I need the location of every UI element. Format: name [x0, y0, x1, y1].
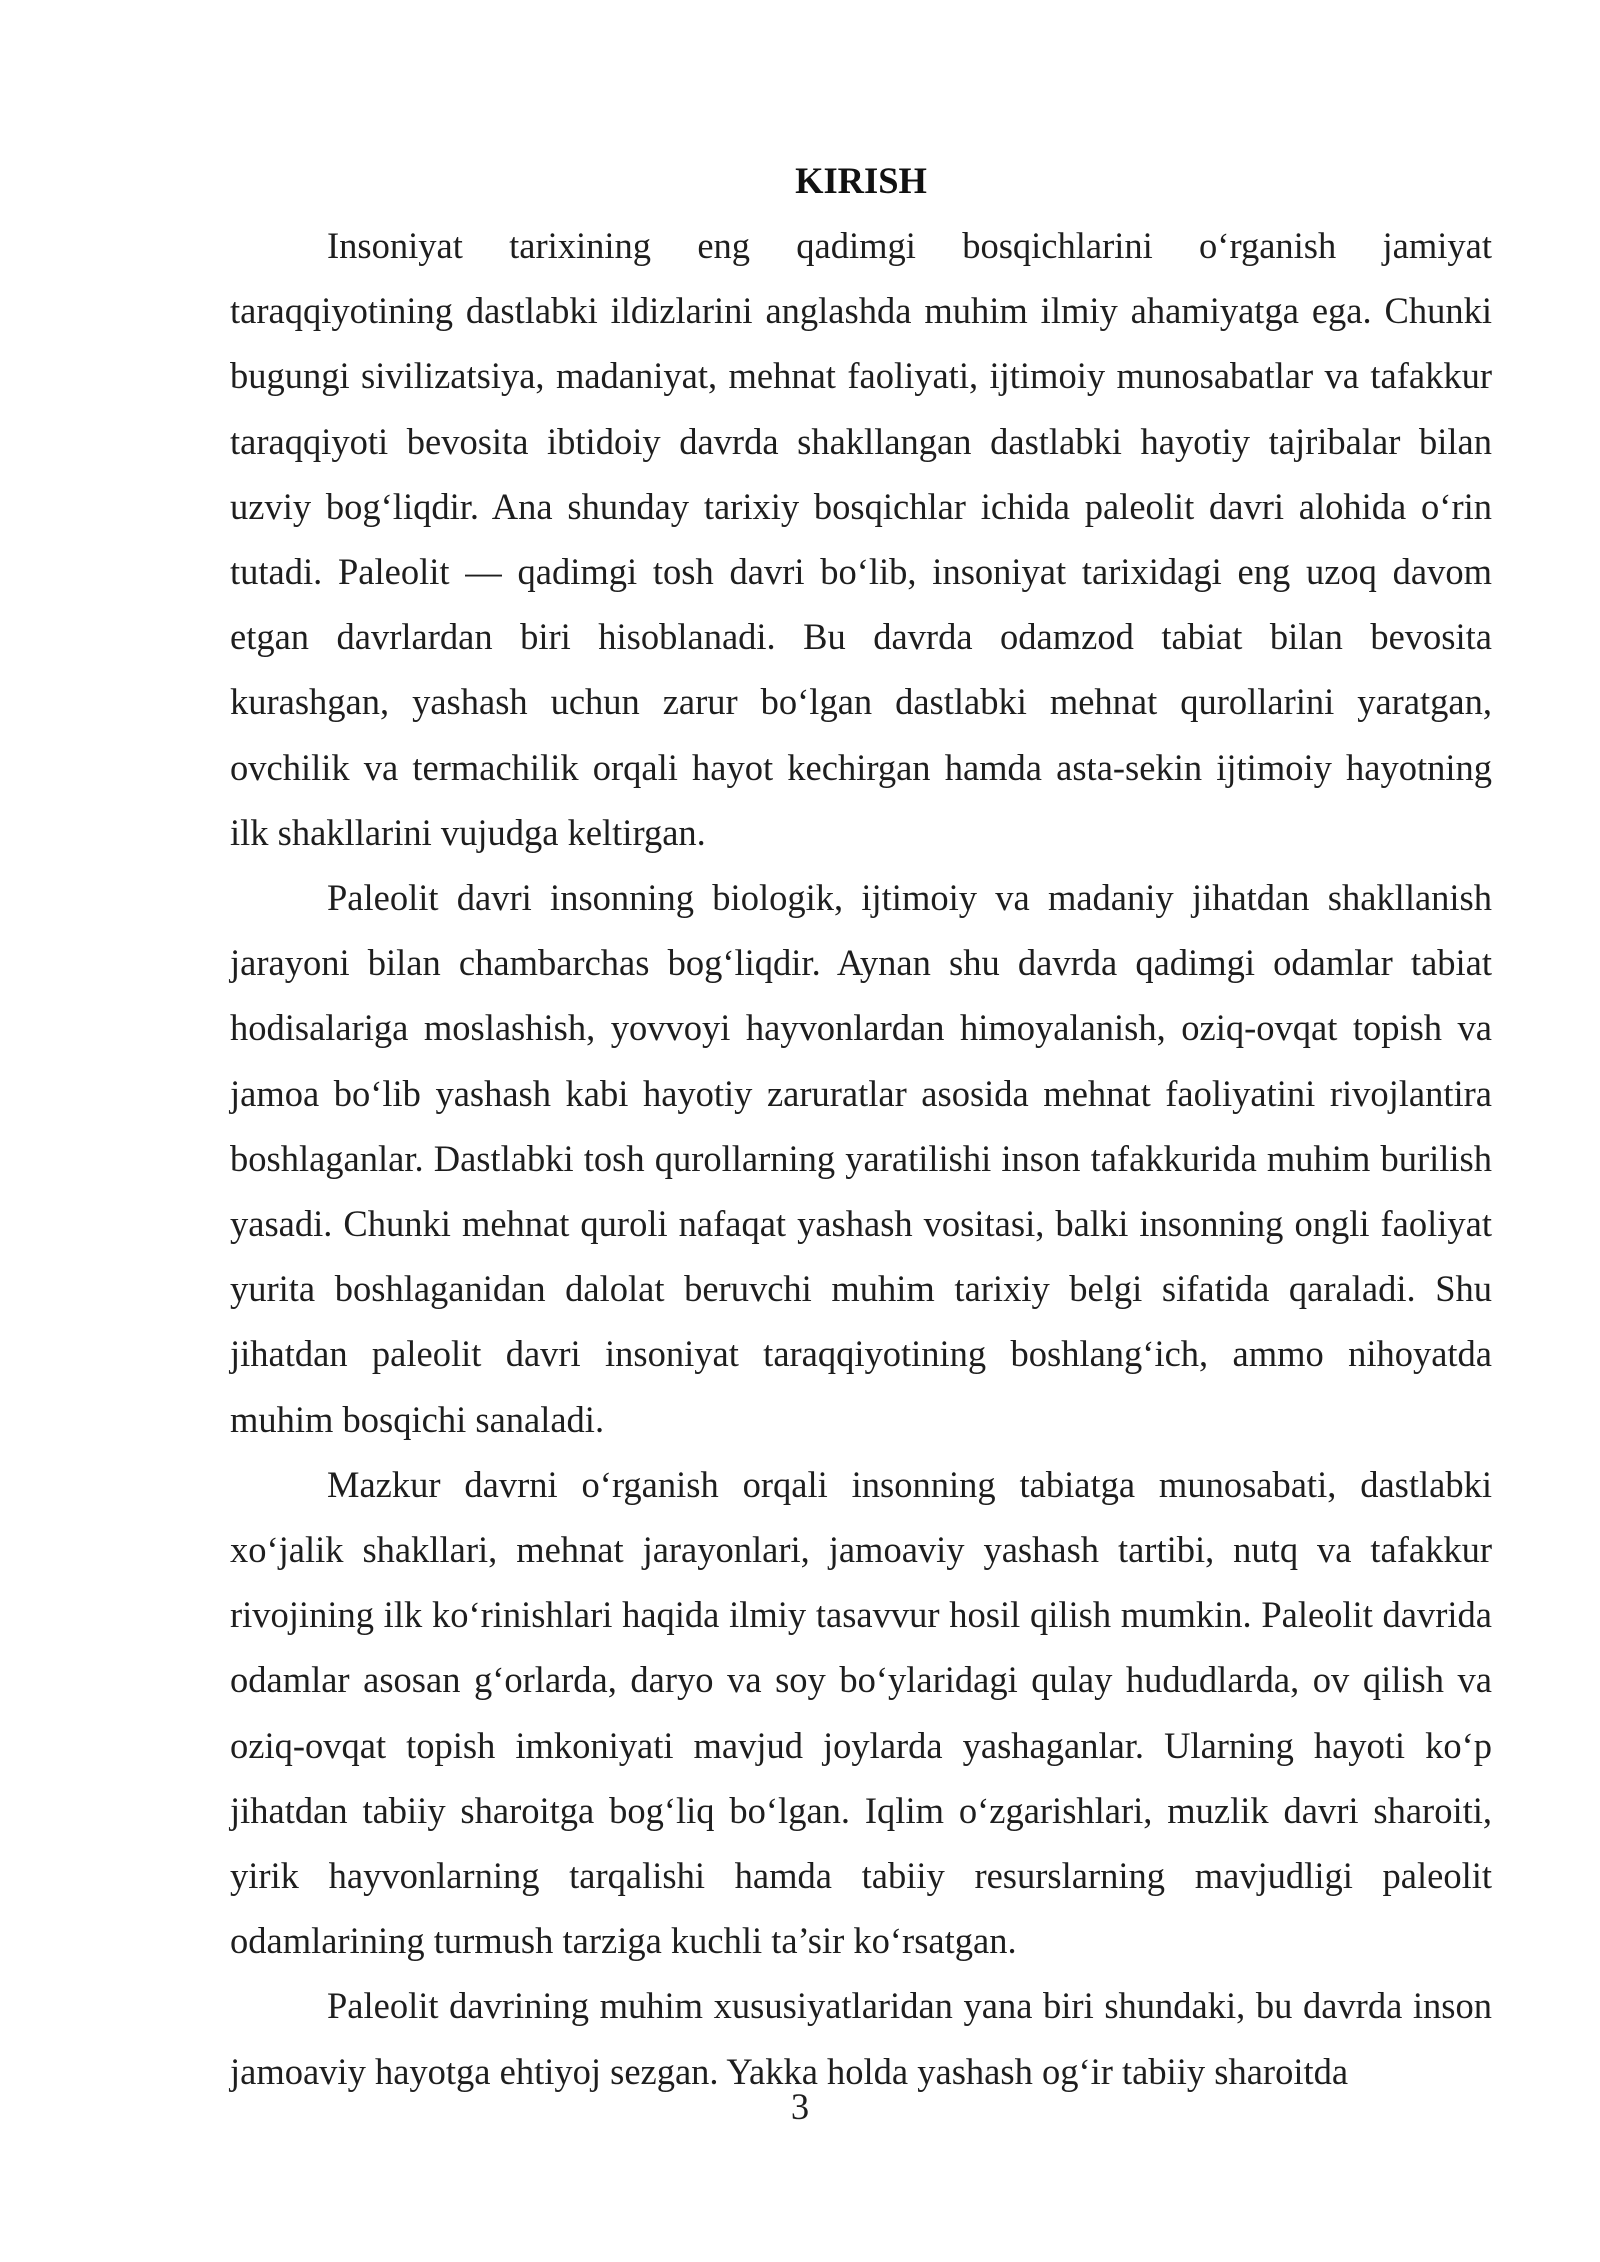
body-paragraph: Paleolit davrining muhim xususiyatlaridan yana biri shundaki, bu davrda inson jamoaviy hayotga ehtiyoj sezgan. Yakka holda yashash og‘ir tabiiy sharoitda — [230, 1985, 1492, 2092]
page-content — [230, 148, 1492, 2104]
body-paragraph: Mazkur davrni o‘rganish orqali insonning tabiatga munosabati, dastlabki xo‘jalik shakllari, mehnat jarayonlari, jamoaviy yashash tartibi, nutq va tafakkur rivojining ilk ko‘rinishlari haqida ilmiy tasavvur hosil qilish mumkin. Paleolit davrida odamlar asosan g‘orlarda, daryo va soy bo‘ylaridagi qulay hududlarda, ov qilish va oziq-ovqat topish imkoniyati mavjud joylarda yashaganlar. Ularning hayoti ko‘p jihatdan tabiiy sharoitga bog‘liq bo‘lgan. Iqlim o‘zgarishlari, muzlik davri sharoiti, yirik hayvonlarning tarqalishi hamda tabiiy resurslarning mavjudligi paleolit odamlarining turmush tarziga kuchli ta’sir ko‘rsatgan. — [230, 1463, 1492, 1962]
body-paragraph: Paleolit davri insonning biologik, ijtimoiy va madaniy jihatdan shakllanish jarayoni bilan chambarchas bog‘liqdir. Aynan shu davrda qadimgi odamlar tabiat hodisalariga moslashish, yovvoyi hayvonlardan himoyalanish, oziq-ovqat topish va jamoa bo‘lib yashash kabi hayotiy zaruratlar asosida mehnat faoliyatini rivojlantira boshlaganlar. Dastlabki tosh qurollarning yaratilishi inson tafakkurida muhim burilish yasadi. Chunki mehnat quroli nafaqat yashash vositasi, balki insonning ongli faoliyat yurita boshlaganidan dalolat beruvchi muhim tarixiy belgi sifatida qaraladi. Shu jihatdan paleolit davri insoniyat taraqqiyotining boshlang‘ich, ammo nihoyatda muhim bosqichi sanaladi. — [230, 877, 1492, 1440]
section-title: KIRISH — [795, 160, 927, 201]
page-number: 3 — [790, 2086, 810, 2127]
body-paragraph: Insoniyat tarixining eng qadimgi bosqichlarini o‘rganish jamiyat taraqqiyotining dastlabki ildizlarini anglashda muhim ilmiy ahamiyatga ega. Chunki bugungi sivilizatsiya, madaniyat, mehnat faoliyati, ijtimoiy munosabatlar va tafakkur taraqqiyoti bevosita ibtidoiy davrda shakllangan dastlabki hayotiy tajribalar bilan uzviy bog‘liqdir. Ana shunday tarixiy bosqichlar ichida paleolit davri alohida o‘rin tutadi. Paleolit — qadimgi tosh davri bo‘lib, insoniyat tarixidagi eng uzoq davom etgan davrlardan biri hisoblanadi. Bu davrda odamzod tabiat bilan bevosita kurashgan, yashash uchun zarur bo‘lgan dastlabki mehnat qurollarini yaratgan, ovchilik va termachilik orqali hayot kechirgan hamda asta-sekin ijtimoiy hayotning ilk shakllarini vujudga keltirgan. — [230, 225, 1492, 853]
